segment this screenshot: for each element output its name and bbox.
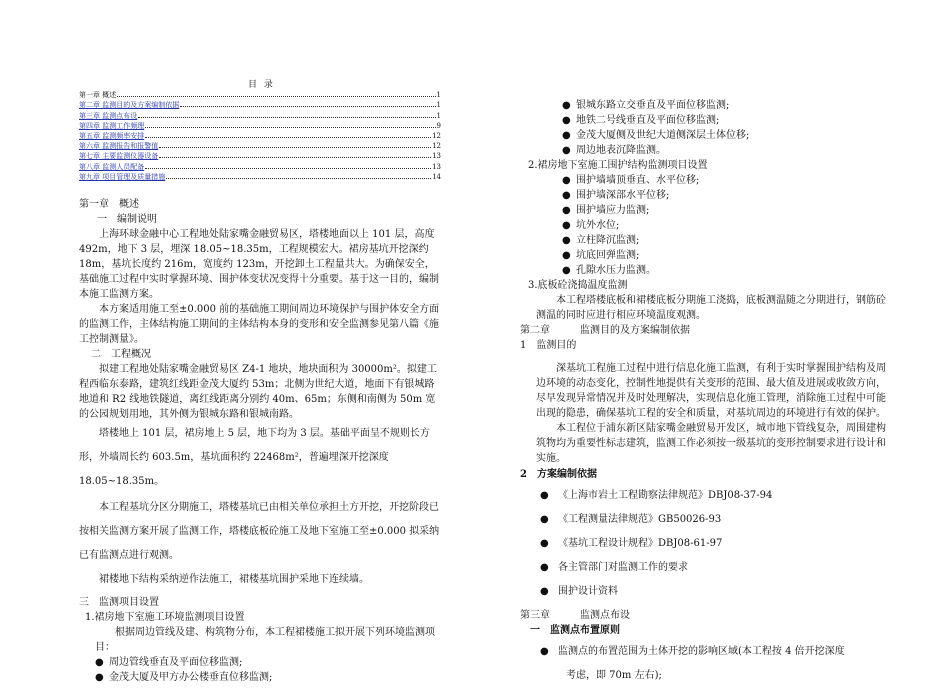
section-heading: 二 工程概况 bbox=[91, 349, 151, 360]
section-heading: 2 方案编制依据 bbox=[520, 469, 597, 480]
toc-entry-label: 第六章 监测报告和报警值 bbox=[79, 142, 159, 151]
list-item: ● 《上海市岩土工程勘察法律规范》DBJ08-37-94 bbox=[520, 484, 890, 508]
list-item: ● 围护墙深部水平位移; bbox=[562, 190, 670, 201]
list-item: ● 立柱降沉监测; bbox=[562, 235, 640, 246]
chapter2-heading: 第二章 监测目的及方案编制依据 bbox=[520, 325, 690, 336]
toc-entry-label: 第四章 监测工作频理 bbox=[79, 121, 145, 130]
section-heading: 一 编制说明 bbox=[97, 214, 157, 225]
toc-entry-label: 第三章 监测点布设 bbox=[79, 111, 138, 120]
paragraph: 深基坑工程施工过程中进行信息化施工监测，有利于实时掌握围护结构及周边环境的动态变化，控制性地提供有关变形的范围、最大值及进展或收敛方向，尽早发现异常情况并及时处理解决，实现信息化施工管理，消除施工过程中可能出现的隐患，确保基坑工程的安全和质量，对基坑周边的环境进行有效的保护。 bbox=[536, 363, 886, 419]
toc-entry[interactable] bbox=[79, 172, 441, 182]
chapter1-heading: 第一章 概述 bbox=[79, 199, 139, 210]
bullet-icon: ● bbox=[562, 250, 571, 261]
list-item: ● 围护墙墙顶垂直、水平位移; bbox=[562, 175, 700, 186]
toc-entry-label: 第一章 概述 bbox=[79, 91, 117, 100]
bullet-icon: ● bbox=[95, 672, 104, 683]
bullet-icon: ● bbox=[540, 646, 549, 657]
list-item: ● 坑外水位; bbox=[562, 220, 620, 231]
list-item: ● 金茂大厦及甲方办公楼垂直位移监测; bbox=[95, 672, 273, 683]
section-heading: 1 监测目的 bbox=[520, 340, 577, 351]
toc-leader-dots bbox=[138, 117, 435, 118]
paragraph: 本方案适用施工至±0.000 前的基础施工期间周边环境保护与围护体安全方面的监测工作，主体结构施工期间的主体结构本身的变形和安全监测参见第八篇《施工控制测量》。 bbox=[79, 304, 440, 345]
bullet-icon: ● bbox=[540, 562, 549, 573]
bullet-icon: ● bbox=[540, 490, 549, 501]
toc-leader-dots bbox=[159, 157, 431, 158]
toc-entry[interactable] bbox=[79, 131, 441, 141]
list-item: ● 监测点的布置范围为土体开挖的影响区域(本工程按 4 倍开挖深度 bbox=[520, 640, 890, 664]
toc-entry-label: 第九章 项目管理及质量措施 bbox=[79, 172, 166, 181]
list-item: ● 围护墙应力监测; bbox=[562, 205, 650, 216]
list-item: ● 周边地表沉降监测。 bbox=[562, 145, 666, 156]
toc-entry bbox=[79, 90, 441, 100]
toc-page-number: 9 bbox=[436, 121, 441, 130]
list-item: ● 《工程测量法律规范》GB50026-93 bbox=[520, 508, 890, 532]
bullet-icon: ● bbox=[562, 205, 571, 216]
list-item: ● 周边管线垂直及平面位移监测; bbox=[95, 657, 243, 668]
toc-page-number: 1 bbox=[436, 91, 441, 100]
section-heading: 一 监测点布置原则 bbox=[530, 625, 620, 636]
toc-leader-dots bbox=[159, 147, 431, 148]
toc-leader-dots bbox=[166, 178, 431, 179]
list-item: ● 孔隙水压力监测。 bbox=[562, 265, 656, 276]
toc-page-number: 13 bbox=[432, 162, 441, 171]
toc-leader-dots bbox=[145, 168, 431, 169]
paragraph: 本工程塔楼底板和裙楼底板分期施工浇捣，底板测温随之分期进行，钢筋砼测温的同时应进行相应环境温度观测。 bbox=[536, 295, 886, 321]
toc-leader-dots bbox=[145, 137, 431, 138]
toc-entry[interactable] bbox=[79, 151, 441, 161]
bullet-icon: ● bbox=[562, 115, 571, 126]
chapter3-heading: 第三章 监测点布设 bbox=[520, 610, 630, 621]
toc-entry-label: 第七章 主要监测仪器设备 bbox=[79, 152, 159, 161]
toc-page-number: 12 bbox=[432, 131, 441, 140]
subsection-heading: 1.裙房地下室施工环境监测项目设置 bbox=[85, 612, 245, 623]
bullet-icon: ● bbox=[95, 657, 104, 668]
bullet-icon: ● bbox=[562, 265, 571, 276]
list-item: ● 各主管部门对监测工作的要求 bbox=[520, 556, 890, 580]
toc-title: 目 录 bbox=[248, 80, 275, 90]
list-item: ● 金茂大厦侧及世纪大道侧深层土体位移; bbox=[562, 130, 750, 141]
toc-page-number: 1 bbox=[436, 101, 441, 110]
bullet-icon: ● bbox=[562, 145, 571, 156]
bullet-icon: ● bbox=[562, 100, 571, 111]
bullet-icon: ● bbox=[540, 586, 549, 597]
list-item: ● 坑底回弹监测; bbox=[562, 250, 640, 261]
toc-entry[interactable] bbox=[79, 121, 441, 131]
paragraph: 上海环球金融中心工程地处陆家嘴金融贸易区，塔楼地面以上 101 层，高度 492m，地下 3 层，埋深 18.05~18.35m，工程规模宏大。裙房基坑开挖深约 18m，基坑长度约 216m，宽度约 123m，开挖卸土工程量共大。为确保安全，基础施工过程中实时掌握环境、围护体变状况变得十分重要。基于这一目的，编制本施工监测方案。 bbox=[79, 229, 439, 300]
bullet-icon: ● bbox=[562, 175, 571, 186]
list-item: ● 围护设计资料 bbox=[520, 580, 890, 604]
bullet-icon: ● bbox=[562, 130, 571, 141]
toc-leader-dots bbox=[117, 96, 435, 97]
toc-entry-label: 第五章 监测频率安排 bbox=[79, 131, 145, 140]
toc-leader-dots bbox=[145, 127, 435, 128]
paragraph: 拟建工程地处陆家嘴金融贸易区 Z4-1 地块，地块面积为 30000m²。拟建工程西临东泰路，建筑红线距金茂大厦约 53m；北侧为世纪大道，地面下有银城路地道和 R2 线地铁隧道，离红线距离分别约 40m、65m；东侧和南侧为 50m 宽的公园规划用地，其外侧为银城东路和银城南路。 bbox=[79, 364, 437, 420]
subsection-heading: 2.裙房地下室施工围护结构监测项目设置 bbox=[528, 160, 708, 171]
bullet-icon: ● bbox=[540, 514, 549, 525]
toc-entry-label: 第八章 监测人员配备 bbox=[79, 162, 145, 171]
paragraph: 本工程位于浦东新区陆家嘴金融贸易开发区，城市地下管线复杂，周围建构筑物均为重要性标志建筑，监测工作必须按一级基坑的变形控制要求进行设计和实施。 bbox=[536, 423, 886, 464]
paragraph: 塔楼地上 101 层，裙房地上 5 层，地下均为 3 层。基础平面呈不规则长方形，外墙周长约 603.5m，基坑面积约 22468m²，普遍埋深开挖深度 18.05~18.35m。 bbox=[79, 428, 430, 487]
bullet-icon: ● bbox=[540, 538, 549, 549]
bullet-icon: ● bbox=[562, 190, 571, 201]
paragraph: 本工程基坑分区分期施工，塔楼基坑已由相关单位承担土方开挖，开挖阶段已按相关监测方案开展了监测工作，塔楼底板砼施工及地下室施工至±0.000 拟采纳已有监测点进行观测。 bbox=[79, 502, 440, 561]
list-item: ● 银城东路立交垂直及平面位移监测; bbox=[562, 100, 730, 111]
toc-leader-dots bbox=[180, 106, 435, 107]
right-column bbox=[520, 98, 890, 688]
paragraph: 考虑，即 70m 左右); bbox=[566, 670, 662, 681]
list-item: ● 《基坑工程设计规程》DBJ08-61-97 bbox=[520, 532, 890, 556]
toc-page-number: 14 bbox=[432, 172, 441, 181]
bullet-icon: ● bbox=[562, 235, 571, 246]
toc-entry-label: 第二章 监测目的及方案编制依据 bbox=[79, 101, 180, 110]
toc-entry[interactable] bbox=[79, 110, 441, 120]
paragraph: 根据周边管线及建、构筑物分布，本工程裙楼施工拟开展下列环境监测项目： bbox=[95, 627, 435, 653]
list-item: ● 地铁二号线垂直及平面位移监测; bbox=[562, 115, 720, 126]
toc-page-number: 1 bbox=[436, 111, 441, 120]
subsection-heading: 3.底板砼浇捣温度监测 bbox=[528, 280, 628, 291]
toc-entry[interactable] bbox=[79, 161, 441, 171]
toc-entry[interactable] bbox=[79, 100, 441, 110]
section-heading: 三 监测项目设置 bbox=[79, 597, 159, 608]
bullet-icon: ● bbox=[562, 220, 571, 231]
paragraph: 裙楼地下结构采纳逆作法施工，裙楼基坑围护采地下连续墙。 bbox=[99, 574, 369, 585]
left-column bbox=[79, 197, 441, 685]
toc-entry[interactable] bbox=[79, 141, 441, 151]
toc-page-number: 13 bbox=[432, 152, 441, 161]
toc-page-number: 12 bbox=[432, 142, 441, 151]
table-of-contents bbox=[79, 90, 441, 182]
